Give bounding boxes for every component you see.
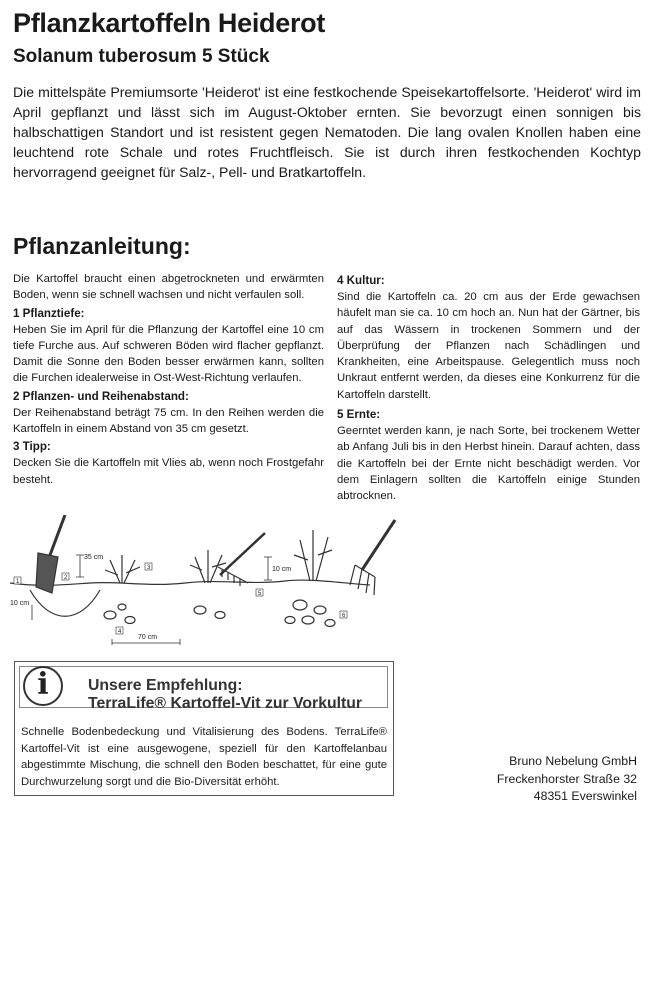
company-address	[497, 753, 637, 806]
step-2-text: Der Reihenabstand beträgt 75 cm. In den Reihen werden die Kartoffeln in einem Abstand von 35 cm gesetzt.	[13, 406, 324, 436]
step-4-title: 4 Kultur:	[337, 274, 385, 287]
step-marker-3: 3	[147, 565, 151, 571]
instructions-intro: Die Kartoffel braucht einen abgetrockneten und erwärmten Boden, wenn sie schnell wachsen und nicht verfaulen soll.	[13, 273, 324, 302]
company-street: Freckenhorster Straße 32	[496, 771, 637, 786]
recommendation-heading-line2: TerraLife® Kartoffel-Vit zur Vorkultur	[88, 695, 363, 712]
step-1-text: Heben Sie im April für die Pflanzung der Kartoffel eine 10 cm tiefe Furche aus. Auf schweren Böden wird flacher gepflanzt. Damit die Sonne den Boden besser erwärmen kann, sollten die Furchen idealerweise in Ost-West-Richtung verlaufen.	[13, 323, 324, 385]
instructions-right-column	[337, 271, 640, 506]
plant-spacing-label: 35 cm	[84, 554, 104, 561]
product-title: Pflanzkartoffeln Heiderot	[13, 8, 326, 38]
step-marker-6: 6	[342, 613, 346, 619]
recommendation-text: Schnelle Bodenbedeckung und Vitalisierung des Bodens. TerraLife® Kartoffel-Vit ist eine ausgewogene, speziell für den Kartoffelanbau abgestimmte Mischung, die schnell den Boden beschattet, für eine gute Durchwurzelung sorgt und die Bio-Diversität erhöht.	[21, 726, 387, 788]
info-icon: i	[23, 666, 63, 706]
product-subtitle: Solanum tuberosum 5 Stück	[13, 46, 270, 67]
step-5-text: Geerntet werden kann, je nach Sorte, bei trockenem Wetter ab Anfang Juli bis in den Herbst hinein. Darauf achten, dass die Kartoffeln bei der Ernte nicht beschädigt werden. Vor dem Einlagern sollten die Kartoffeln einige Stunden abtrocknen.	[337, 425, 640, 503]
recommendation-heading	[88, 677, 362, 713]
step-5-title: 5 Ernte:	[337, 408, 381, 422]
step-marker-2: 2	[64, 575, 68, 581]
step-3-text: Decken Sie die Kartoffeln mit Vlies ab, wenn noch Frostgefahr besteht.	[13, 457, 324, 486]
row-spacing-label: 70 cm	[138, 634, 158, 641]
step-2-title: 2 Pflanzen- und Reihenabstand:	[13, 389, 189, 403]
step-3-title: 3 Tipp:	[13, 440, 51, 454]
step-marker-5: 5	[258, 591, 262, 597]
planting-instructions-heading: Pflanzanleitung:	[13, 233, 191, 259]
company-city: 48351 Everswinkel	[533, 789, 637, 803]
product-description: Die mittelspäte Premiumsorte 'Heiderot' ist eine festkochende Speisekartoffelsorte. 'Heiderot' wird im April gepflanzt und lässt sich im August-Oktober ernten. Sie bevorzugt einen sonnigen bis halbschattigen Standort und ist resistent gegen Nematoden. Die lang ovalen Knollen haben eine leuchtend rote Schale und rotes Fruchtfleisch. Sie ist durch ihren festkochenden Kochtyp hervorragend geeignet für Salz-, Pell- und Bratkartoffeln.	[13, 84, 641, 180]
instructions-left-column	[13, 271, 324, 489]
company-name: Bruno Nebelung GmbH	[509, 754, 637, 768]
step-1-title: 1 Pflanztiefe:	[13, 306, 85, 320]
planting-illustration	[10, 515, 400, 645]
recommendation-header	[19, 666, 388, 712]
recommendation-box	[14, 661, 394, 796]
hill-height-label: 10 cm	[272, 566, 292, 573]
step-marker-1: 1	[16, 579, 20, 585]
step-marker-4: 4	[118, 629, 122, 635]
step-4-text: Sind die Kartoffeln ca. 20 cm aus der Erde gewachsen häufelt man sie ca. 10 cm hoch an. Nun hat der Gärtner, bis auf das Wässern in trockenen Sommern und der Überprüfung der Pflanzen nach Schädlingen und Krankheiten, eine Arbeitspause. Gelegentlich muss noch Unkraut entfernt werden, da dieses eine Konkurrenz für die Kartoffeln darstellt.	[337, 291, 640, 401]
depth-label: 10 cm	[10, 600, 30, 607]
recommendation-heading-line1: Unsere Empfehlung:	[88, 677, 243, 694]
